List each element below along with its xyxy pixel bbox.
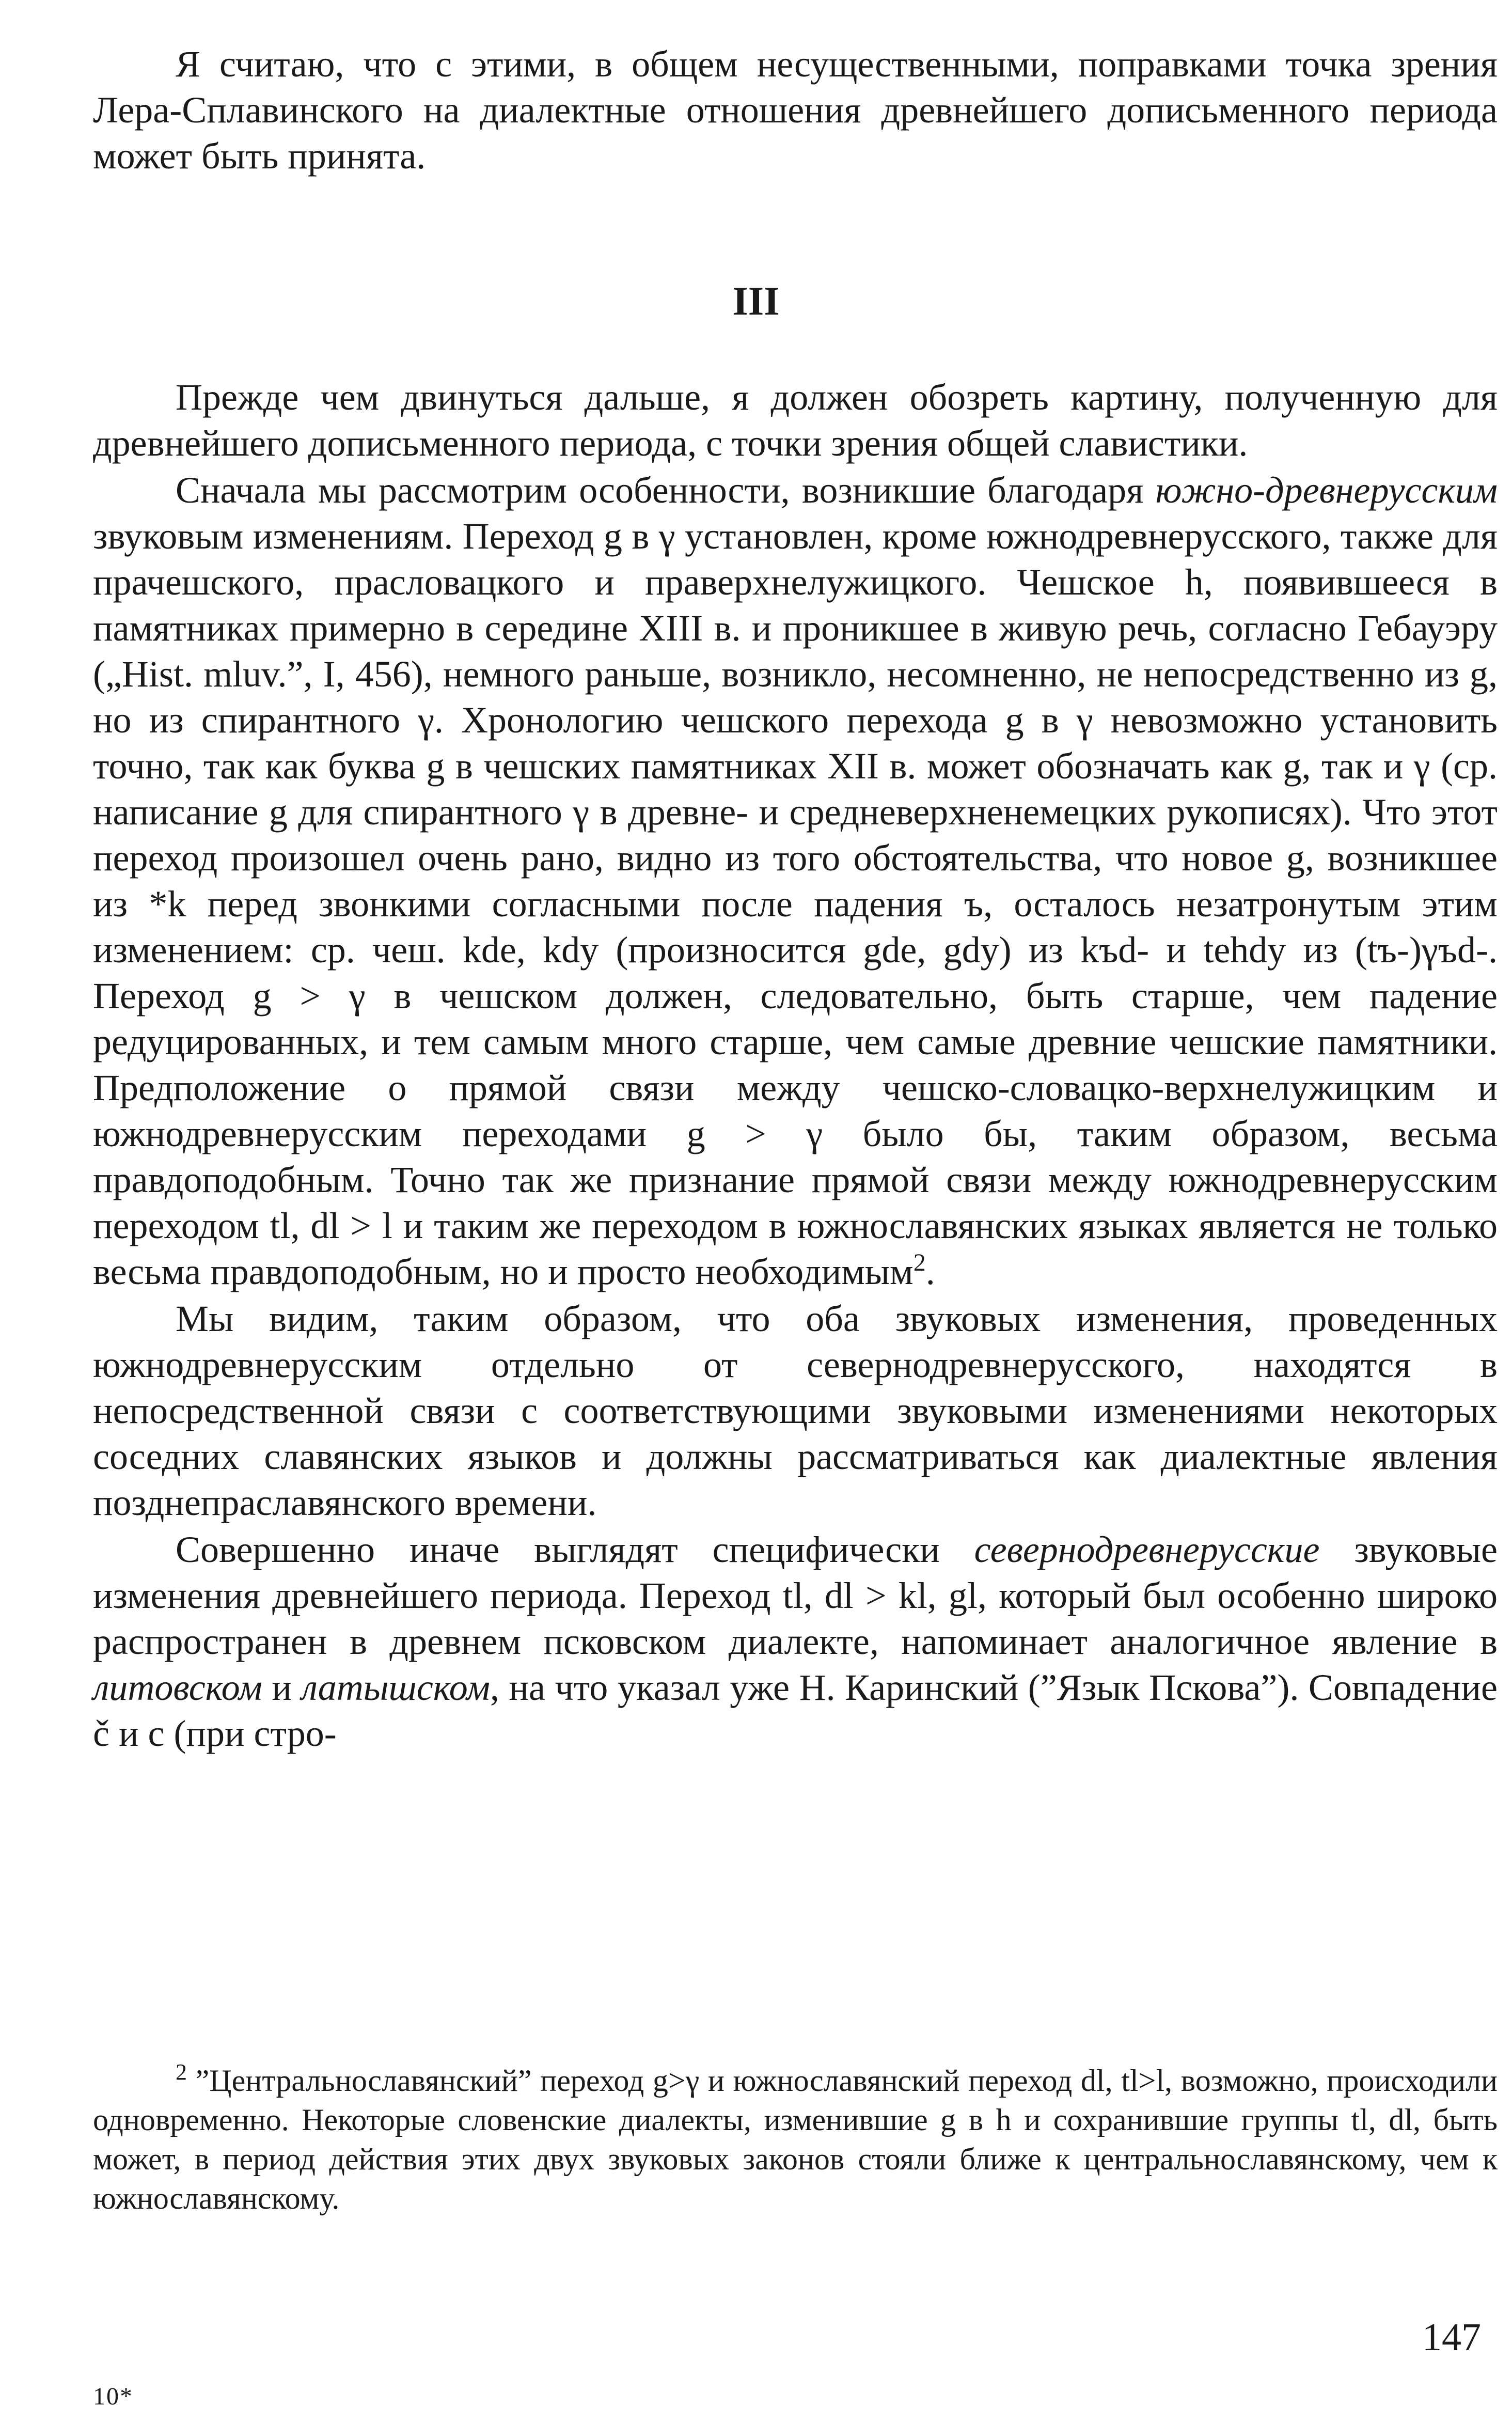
paragraph-2-rest: звуковым изменениям. Переход g в γ установлен, кроме южнодревнерусского, также для прачешского, прасловацкого и праверхнелужицкого. Чешское h, появившееся в памятниках примерно в середине XIII в. и проникшее в живую речь, согласно Гебауэру („Hist. mluv.”, I, 456), немного раньше, возникло, несомненно, не непосредственно из g, но из спирантного γ. Хронологию чешского перехода g в γ невозможно установить точно, так как буква g в чешских памятниках XII в. может обозначать как g, так и γ (ср. написание g для спирантного γ в древне- и средневерхненемецких рукописях). Что этот переход произошел очень рано, видно из того обстоятельства, что новое g, возникшее из *k перед звонкими согласными после падения ъ, осталось незатронутым этим изменением: ср. чеш. kde, kdy (произносится gde, gdy) из kъd- и tehdy из (tъ-)γъd-. Переход g > γ в чешском должен, следовательно, быть старше, чем падение редуцированных, и тем самым много старше, чем самые древние чешские памятники. Предположение о прямой связи между чешско-словацко-верхнелужицким и южнодревнерусским переходами g > γ было бы, таким образом, весьма правдоподобным. Точно так же признание прямой связи между южнодревнерусским переходом tl, dl > l и таким же переходом в южнославянских языках является не только весьма правдоподобным, но и просто необходимым [93,515,1498,1292]
paragraph-4-mid-2: и [262,1667,302,1708]
paragraph-4-italic-lithuanian: литовском [93,1667,262,1708]
paragraph-2-start: Сначала мы рассмотрим особенности, возникшие благодаря [176,470,1156,511]
signature-mark: 10* [93,2383,133,2410]
page-number: 147 [1422,2316,1481,2359]
paragraph-4-italic-north: севернодревнерусские [974,1529,1320,1570]
paragraph-2-italic: южно-древнерусским [1155,470,1498,511]
body-text [93,374,1498,1757]
paragraph-4-italic-latvian: латышском [301,1667,490,1708]
footnote-number: 2 [176,2059,187,2085]
section-heading: III [732,278,780,323]
paragraph-4-mid-1: звуковые изменения древнейшего периода. Переход tl, dl > kl, gl, который был особенно широко распространен в древнем псковском диалекте, напоминает аналогичное явление в [93,1529,1498,1662]
footnote-reference: 2 [913,1249,926,1276]
paragraph-2 [93,467,1498,1295]
paragraph-4-end: , на что указал уже Н. Каринский (”Язык Пскова”). Совпадение č и c (при стро- [93,1667,1498,1754]
paragraph-4-start: Совершенно иначе выглядят специфически [176,1529,974,1570]
footnote [93,2061,1498,2218]
paragraph-4 [93,1527,1498,1757]
paragraph-3: Мы видим, таким образом, что оба звуковых изменения, проведенных южнодревнерусским отдельно от севернодревнерусского, находятся в непосредственной связи с соответствующими звуковыми изменениями некоторых соседних славянских языков и должны рассматриваться как диалектные явления позднепраславянского времени. [93,1298,1498,1523]
intro-paragraph [93,41,1498,179]
paragraph-1: Прежде чем двинуться дальше, я должен обозреть картину, полученную для древнейшего дописьменного периода, с точки зрения общей славистики. [93,377,1498,464]
footnote-text: ”Центральнославянский” переход g>γ и южнославянский переход dl, tl>l, возможно, происходили одновременно. Некоторые словенские диалекты, изменившие g в h и сохранившие группы tl, dl, быть может, в период действия этих двух звуковых законов стояли ближе к центральнославянскому, чем к южнославянскому. [93,2064,1498,2215]
footnote-paragraph [93,2061,1498,2218]
intro-text: Я считаю, что с этими, в общем несущественными, поправками точка зрения Лера-Сплавинского на диалектные отношения древнейшего дописьменного периода может быть принята. [93,43,1498,177]
paragraph-2-end: . [925,1251,935,1292]
